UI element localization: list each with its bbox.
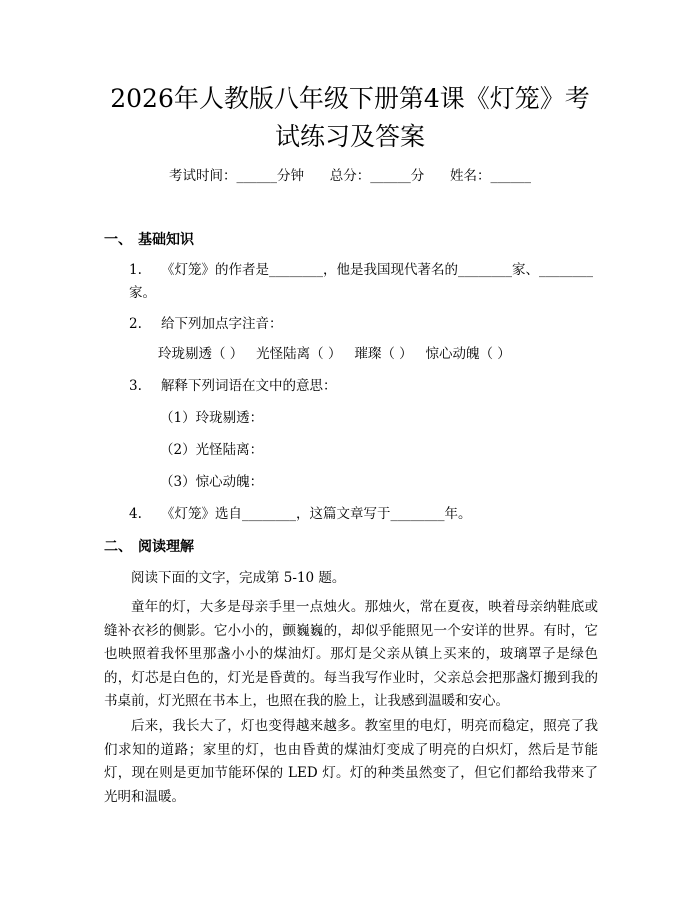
question-3-sub-3: （3）惊心动魄：: [160, 474, 264, 490]
section-1-heading: [104, 230, 194, 250]
document-title: 2026年人教版八年级下册第4课《灯笼》考试练习及答案: [110, 84, 590, 151]
question-1-number: 1.: [129, 262, 142, 278]
reading-paragraph-2: 后来，我长大了，灯也变得越来越多。教室里的电灯，明亮而稳定，照亮了我们求知的道路；家里的灯，也由昏黄的煤油灯变成了明亮的白炽灯，然后是节能灯，现在则是更加节能环保的 LED 灯。灯的种类虽然变了，但它们都给我带来了光明和温暖。: [104, 718, 598, 805]
section-1-number: 一、: [104, 232, 132, 248]
section-2-title: 阅读理解: [138, 539, 194, 555]
reading-paragraph-1: 童年的灯，大多是母亲手里一点烛火。那烛火，常在夏夜，映着母亲纳鞋底或缝补衣衫的侧影。它小小的，颤巍巍的，却似乎能照见一个安详的世界。有时，它也映照着我怀里那盏小小的煤油灯。那灯是父亲从镇上买来的，玻璃罩子是绿色的，灯芯是白色的，灯光是昏黄的。每当我写作业时，父亲总会把那盏灯搬到我的书桌前，灯光照在书本上，也照在我的脸上，让我感到温暖和安心。: [104, 599, 598, 709]
question-3-text: 解释下列词语在文中的意思：: [161, 378, 337, 394]
question-3-sub-1: （1）玲珑剔透：: [160, 410, 264, 426]
question-4-number: 4.: [129, 506, 142, 522]
question-1: [104, 259, 598, 305]
question-2-items: 玲珑剔透（ ） 光怪陆离（ ） 璀璨（ ） 惊心动魄（ ）: [158, 346, 511, 362]
question-3: [104, 375, 598, 398]
section-1-title: 基础知识: [138, 232, 194, 248]
question-3-number: 3.: [129, 378, 142, 394]
question-2-text: 给下列加点字注音：: [161, 316, 283, 332]
question-4: [104, 503, 598, 526]
question-4-text: 《灯笼》选自________，这篇文章写于________年。: [161, 506, 472, 522]
section-2-heading: [104, 537, 194, 557]
question-2: [104, 313, 598, 336]
question-2-number: 2.: [129, 316, 142, 332]
section-2-number: 二、: [104, 539, 132, 555]
question-3-sub-2: （2）光怪陆离：: [160, 442, 264, 458]
exam-info-line: 考试时间：______分钟 总分：______分 姓名：______: [169, 168, 531, 184]
question-1-text: 《灯笼》的作者是________，他是我国现代著名的________家、________家。: [129, 262, 593, 301]
reading-intro: 阅读下面的文字，完成第 5-10 题。: [131, 570, 346, 586]
